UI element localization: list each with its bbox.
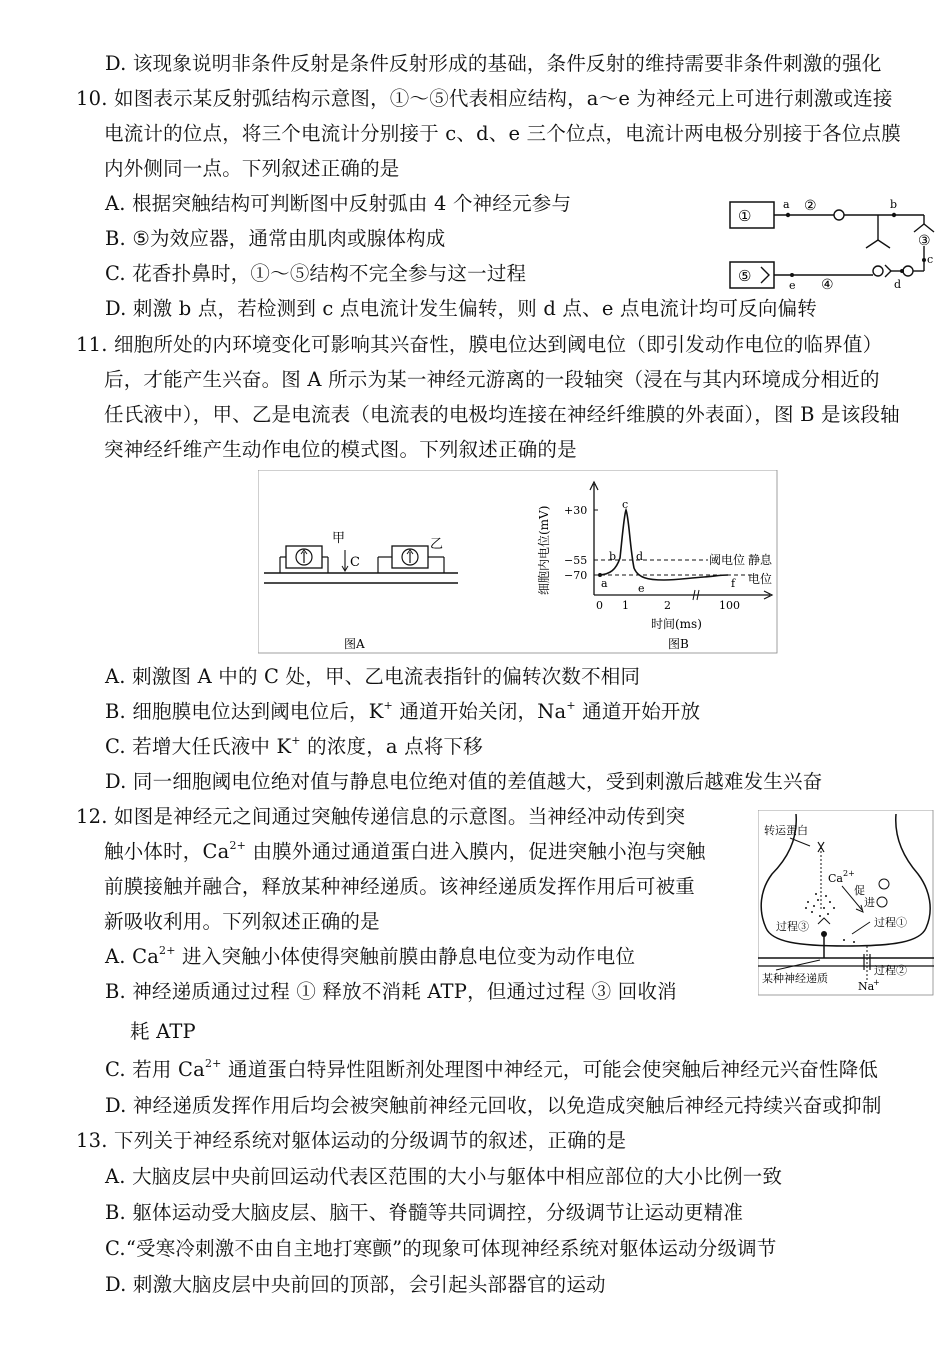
point-e [790, 273, 794, 277]
svg-text:过程①: 过程① [874, 916, 907, 929]
q10-reflex-arc-figure [728, 192, 938, 294]
svg-text:d: d [894, 278, 902, 291]
svg-text:进: 进 [864, 896, 875, 909]
effector-box [730, 262, 774, 288]
svg-text:静息: 静息 [748, 553, 773, 567]
svg-text:b: b [609, 550, 617, 563]
svg-text:−70: −70 [564, 569, 588, 582]
svg-text:e: e [638, 582, 645, 595]
svg-text:Na: Na [858, 980, 875, 993]
q11-option-d: D. 同一细胞阈电位绝对值与静息电位绝对值的差值越大，受到刺激后越难发生兴奋 [105, 770, 823, 793]
svg-text:d: d [636, 550, 644, 563]
q12-option-d: D. 神经递质发挥作用后均会被突触前神经元回收，以免造成突触后神经元持续兴奋或抑制 [105, 1094, 882, 1117]
point-d [900, 269, 904, 273]
q12-stem-line4: 新吸收利用。下列叙述正确的是 [104, 910, 380, 933]
svg-text:1: 1 [622, 599, 629, 612]
q11-option-c: C. 若增大任氏液中 K+ 的浓度，a 点将下移 [105, 734, 483, 758]
q11-stem-line3: 任氏液中），甲、乙是电流表（电流表的电极均连接在神经纤维膜的外表面），图 B 是该段轴 [104, 403, 900, 426]
q13-option-a: A. 大脑皮层中央前回运动代表区范围的大小与躯体中相应部位的大小比例一致 [105, 1165, 783, 1188]
q12-option-a: A. $Ca^{2+}$ 进入突触小体使得突触前膜由静息电位变为动作电位 [105, 944, 636, 968]
q13-option-b: B. 躯体运动受大脑皮层、脑干、脊髓等共同调控，分级调节让运动更精准 [105, 1201, 744, 1224]
q11-stem-line1: 11. 细胞所处的内环境变化可影响其兴奋性，膜电位达到阈电位（即引发动作电位的临界值） [76, 333, 883, 356]
q13-option-c: C.“受寒冷刺激不由自主地打寒颤”的现象可体现神经系统对躯体运动分级调节 [105, 1237, 777, 1260]
svg-text:f: f [731, 577, 736, 590]
q12-option-c: C. 若用 $Ca^{2+}$ 通道蛋白特异性阻断剂处理图中神经元，可能会使突触后神经元兴奋性降低 [105, 1057, 879, 1081]
x-axis-label: 时间(ms) [651, 617, 702, 631]
label-1: ① [738, 207, 752, 225]
svg-text:0: 0 [596, 599, 603, 612]
y-axis-label: 细胞内电位(mV) [537, 505, 551, 595]
figure-a-caption: 图A [344, 637, 365, 651]
q12-option-b: B. 神经递质通过过程 ① 释放不消耗 ATP，但通过过程 ③ 回收消 [105, 980, 677, 1003]
point-b [892, 213, 896, 217]
q12-stem-line2: 触小体时，$Ca^{2+}$ 由膜外通过通道蛋白进入膜内，促进突触小泡与突触 [104, 839, 706, 863]
svg-text:促: 促 [854, 884, 865, 897]
q11-stem-line4: 突神经纤维产生动作电位的模式图。下列叙述正确的是 [104, 438, 577, 461]
svg-text:电位: 电位 [748, 572, 773, 586]
point-a [786, 213, 790, 217]
svg-text:100: 100 [719, 599, 740, 612]
q12-option-b-cont: 耗 ATP [130, 1020, 196, 1043]
q10-stem-line2: 电流计的位点，将三个电流计分别接于 c、d、e 三个位点，电流计两电极分别接于各位点膜 [104, 122, 901, 145]
q12-stem-line3: 前膜接触并融合，释放某种神经递质。该神经递质发挥作用后可被重 [104, 875, 696, 898]
svg-text:乙: 乙 [430, 537, 444, 552]
svg-text:③: ③ [918, 233, 931, 249]
svg-text:2+: 2+ [843, 869, 855, 878]
svg-text:C: C [350, 555, 360, 570]
svg-text:a: a [783, 198, 790, 211]
svg-text:+: + [873, 978, 880, 987]
q12-stem-line1: 12. 如图是神经元之间通过突触传递信息的示意图。当神经冲动传到突 [76, 805, 686, 828]
svg-text:④: ④ [821, 277, 834, 293]
svg-text:+30: +30 [564, 504, 588, 517]
point-c [922, 258, 926, 262]
q11-stem-line2: 后，才能产生兴奋。图 A 所示为某一神经元游离的一段轴突（浸在与其内环境成分相近的 [104, 368, 880, 391]
q11-figure [258, 470, 778, 654]
svg-text:a: a [601, 577, 608, 590]
svg-text:−55: −55 [564, 554, 588, 567]
vesicle-dots [805, 893, 835, 917]
svg-text:e: e [789, 279, 796, 292]
figure-b-caption: 图B [668, 637, 689, 651]
svg-text:阈电位: 阈电位 [709, 553, 746, 567]
figure-b-action-potential [536, 482, 773, 651]
q9-option-d: D. 该现象说明非条件反射是条件反射形成的基础，条件反射的维持需要非条件刺激的强化 [105, 52, 882, 75]
svg-text:甲: 甲 [332, 531, 346, 546]
svg-text:某种神经递质: 某种神经递质 [762, 972, 828, 985]
q11-option-b: B. 细胞膜电位达到阈电位后，K+ 通道开始关闭，Na+ 通道开始开放 [105, 699, 701, 723]
q10-stem-line1: 10. 如图表示某反射弧结构示意图，①～⑤代表相应结构，a～e 为神经元上可进行刺激或连接 [76, 87, 893, 110]
q10-option-b: B. ⑤为效应器，通常由肌肉或腺体构成 [105, 227, 446, 250]
q10-option-c: C. 花香扑鼻时，①～⑤结构不完全参与这一过程 [105, 262, 527, 285]
q13-stem-line1: 13. 下列关于神经系统对躯体运动的分级调节的叙述，正确的是 [76, 1129, 627, 1152]
svg-text:过程③: 过程③ [776, 920, 809, 933]
svg-text:2: 2 [664, 599, 671, 612]
q10-option-d: D. 刺激 b 点，若检测到 c 点电流计发生偏转，则 d 点、e 点电流计均可反向偏转 [105, 297, 817, 320]
q12-synapse-figure [758, 810, 934, 996]
receptor-box [730, 202, 774, 228]
svg-text:Ca: Ca [828, 872, 843, 885]
svg-text:b: b [890, 198, 898, 211]
svg-text:⑤: ⑤ [738, 267, 752, 285]
svg-text:c: c [927, 253, 934, 266]
q11-option-a: A. 刺激图 A 中的 C 处，甲、乙电流表指针的偏转次数不相同 [105, 665, 641, 688]
svg-text:过程②: 过程② [874, 964, 907, 977]
q10-stem-line3: 内外侧同一点。下列叙述正确的是 [104, 157, 400, 180]
q13-option-d: D. 刺激大脑皮层中央前回的顶部，会引起头部器官的运动 [105, 1273, 606, 1296]
q10-option-a: A. 根据突触结构可判断图中反射弧由 4 个神经元参与 [105, 192, 572, 215]
action-potential-curve [600, 510, 728, 580]
svg-text:②: ② [804, 198, 817, 214]
svg-text:c: c [622, 498, 629, 511]
svg-text:转运蛋白: 转运蛋白 [764, 824, 808, 837]
figure-a-axon [264, 531, 458, 651]
